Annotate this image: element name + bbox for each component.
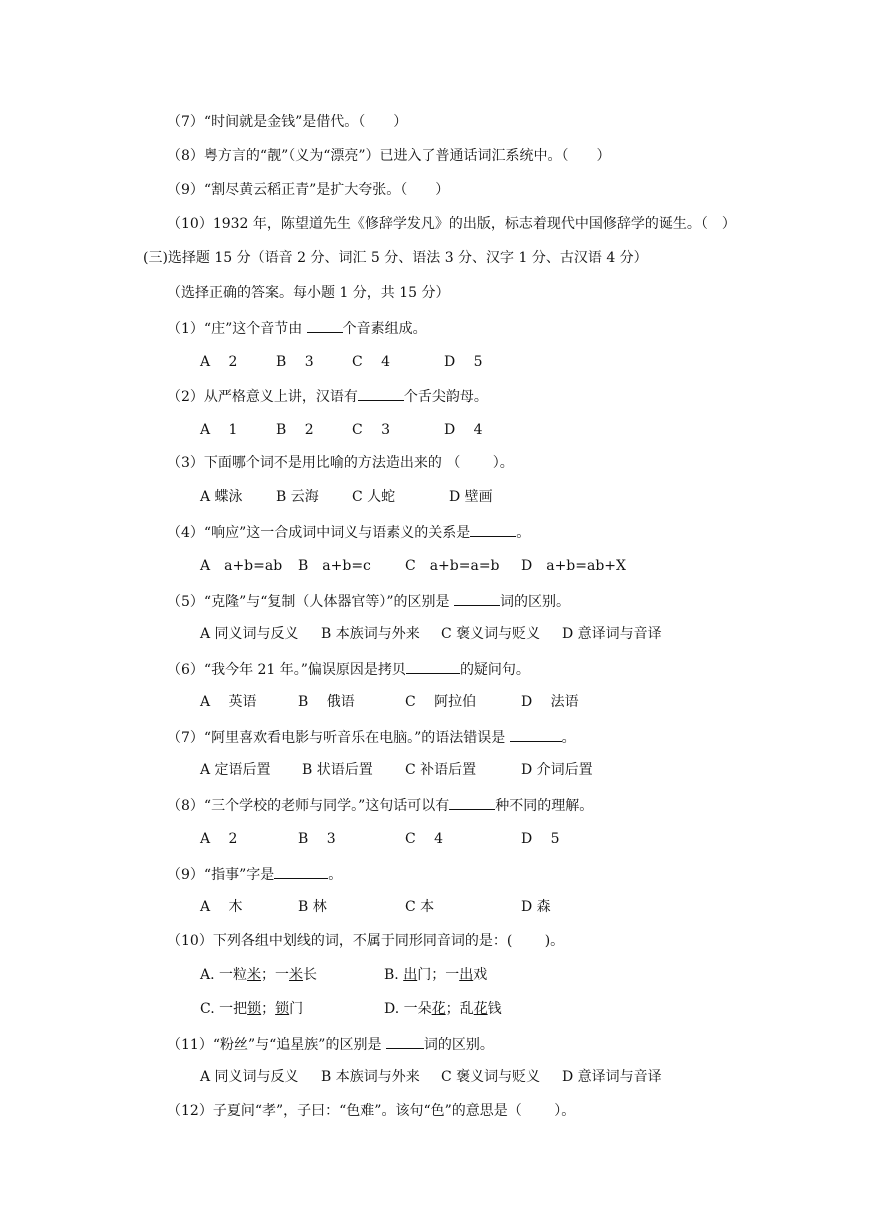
choice-4: （4）“响应”这一合成词中词义与语素义的关系是 。 xyxy=(167,522,530,542)
choice-7: （7）“阿里喜欢看电影与听音乐在电脑。”的语法错误是 。 xyxy=(167,727,576,747)
choice-1-option-b: B 3 xyxy=(276,354,314,370)
choice-9-option-c: C 本 xyxy=(405,899,435,915)
choice-11-option-c: C 褒义词与贬义 xyxy=(441,1069,541,1085)
choice-11: （11）“粉丝”与“追星族”的区别是 词的区别。 xyxy=(167,1034,494,1054)
choice-7-option-c: C 补语后置 xyxy=(405,762,477,778)
choice-8-option-b: B 3 xyxy=(298,831,336,847)
choice-9-option-b: B 林 xyxy=(298,899,327,915)
choice-2-option-c: C 3 xyxy=(352,422,391,438)
choice-8-option-d: D 5 xyxy=(521,831,560,847)
choice-1-option-c: C 4 xyxy=(352,354,391,370)
choice-5-option-b: B 本族词与外来 xyxy=(321,626,420,642)
choice-6-option-a: A 英语 xyxy=(200,694,257,710)
choice-3-option-a: A 蝶泳 xyxy=(200,489,243,505)
choice-5-option-a: A 同义词与反义 xyxy=(200,626,299,642)
choice-2-option-b: B 2 xyxy=(276,422,314,438)
choice-7-option-a: A 定语后置 xyxy=(200,762,271,778)
choice-2-option-d: D 4 xyxy=(444,422,483,438)
question-7: （7）“时间就是金钱”是借代。（ ） xyxy=(167,114,408,130)
section-3-note: （选择正确的答案。每小题 1 分，共 15 分） xyxy=(167,285,450,301)
choice-4-option-a: A a+b=ab xyxy=(200,558,283,574)
choice-10: （10）下列各组中划线的词，不属于同形同音词的是：( )。 xyxy=(167,933,565,949)
choice-4-option-b: B a+b=c xyxy=(298,558,371,574)
choice-11-option-a: A 同义词与反义 xyxy=(200,1069,299,1085)
choice-4-option-d: D a+b=ab+X xyxy=(521,558,626,574)
choice-8-option-a: A 2 xyxy=(200,831,238,847)
choice-8-option-c: C 4 xyxy=(405,831,444,847)
choice-1-option-d: D 5 xyxy=(444,354,483,370)
question-9: （9）“割尽黄云稻正青”是扩大夸张。（ ） xyxy=(167,182,450,198)
choice-8: （8）“三个学校的老师与同学。”这句话可以有 种不同的理解。 xyxy=(167,795,593,815)
choice-3-option-d: D 壁画 xyxy=(449,489,493,505)
choice-9-option-a: A 木 xyxy=(200,899,243,915)
choice-5-option-c: C 褒义词与贬义 xyxy=(441,626,541,642)
choice-10-option-b: B. 出门；一出戏 xyxy=(384,967,488,983)
section-3-heading: (三)选择题 15 分（语音 2 分、词汇 5 分、语法 3 分、汉字 1 分、古汉语 4 分） xyxy=(143,250,648,266)
choice-5-option-d: D 意译词与音译 xyxy=(562,626,662,642)
choice-2: （2）从严格意义上讲，汉语有 个舌尖韵母。 xyxy=(167,386,488,406)
question-8: （8）粤方言的“靓”（义为“漂亮”）已进入了普通话词汇系统中。（ ） xyxy=(167,148,611,164)
choice-6-option-b: B 俄语 xyxy=(298,694,355,710)
choice-6: （6）“我今年 21 年。”偏误原因是拷贝 的疑问句。 xyxy=(167,659,530,679)
choice-6-option-c: C 阿拉伯 xyxy=(405,694,477,710)
choice-3-option-c: C 人蛇 xyxy=(352,489,396,505)
choice-10-option-c: C. 一把锁；锁门 xyxy=(200,1001,304,1017)
question-10: （10）1932 年，陈望道先生《修辞学发凡》的出版，标志着现代中国修辞学的诞生。（ ） xyxy=(167,216,736,232)
choice-4-option-c: C a+b=a=b xyxy=(405,558,500,574)
choice-10-option-a: A. 一粒米；一米长 xyxy=(200,967,318,983)
choice-7-option-d: D 介词后置 xyxy=(521,762,593,778)
choice-10-option-d: D. 一朵花；乱花钱 xyxy=(384,1001,502,1017)
choice-2-option-a: A 1 xyxy=(200,422,238,438)
choice-1: （1）“庄”这个音节由 个音素组成。 xyxy=(167,318,427,338)
choice-9: （9）“指事”字是 。 xyxy=(167,864,342,884)
choice-7-option-b: B 状语后置 xyxy=(302,762,373,778)
choice-6-option-d: D 法语 xyxy=(521,694,579,710)
choice-5: （5）“克隆”与“复制（人体器官等）”的区别是 词的区别。 xyxy=(167,591,570,611)
choice-12: （12）子夏问“孝”，子曰：“色难”。该句“色”的意思是（ ）。 xyxy=(167,1103,576,1119)
choice-3: （3）下面哪个词不是用比喻的方法造出来的 （ ）。 xyxy=(167,455,514,471)
choice-3-option-b: B 云海 xyxy=(276,489,319,505)
choice-11-option-b: B 本族词与外来 xyxy=(321,1069,420,1085)
choice-11-option-d: D 意译词与音译 xyxy=(562,1069,662,1085)
choice-1-option-a: A 2 xyxy=(200,354,238,370)
choice-9-option-d: D 森 xyxy=(521,899,551,915)
